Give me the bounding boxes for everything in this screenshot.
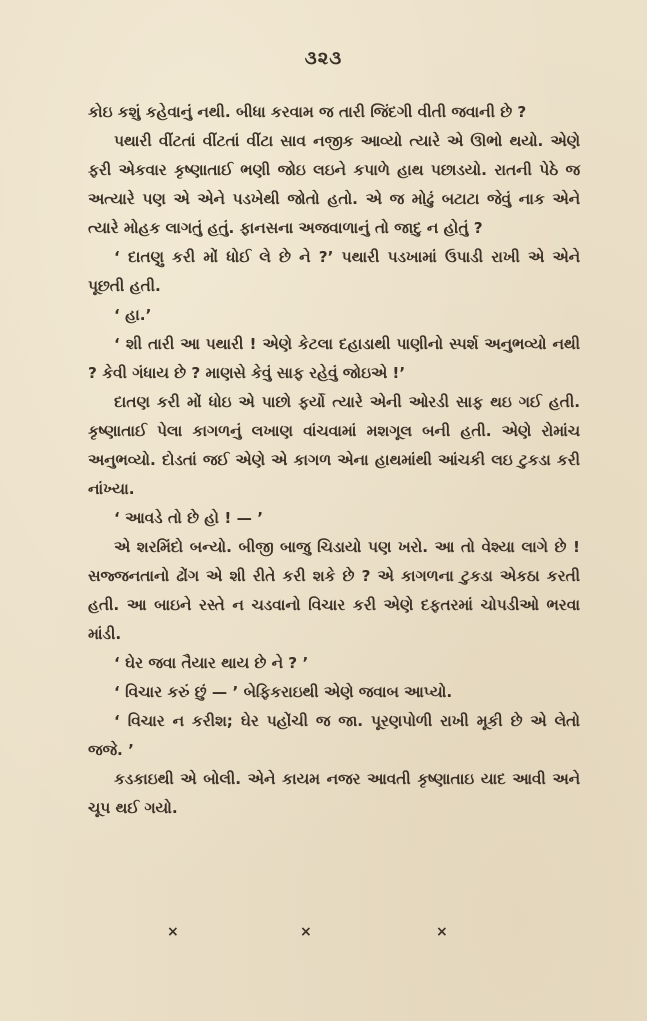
- paragraph: ‘ વિચાર કરું છું — ’ બેફિકરાઇથી એણે જવાબ આપ્યો.: [114, 683, 453, 701]
- paragraph: ‘ વિચાર ન કરીશ; ઘેર પહોંચી જ જા. પૂરણપોળી રાખી મૂકી છે એ લેતો જજે. ’: [88, 712, 580, 759]
- paragraph: ‘ આવડે તો છે હો ! — ’: [114, 509, 264, 527]
- paragraph: ‘ ઘેર જવા તૈયાર થાય છે ને ? ’: [114, 654, 309, 672]
- body-text: [88, 98, 580, 823]
- separator-mark: ×: [300, 924, 312, 940]
- paragraph: પથારી વીંટતાં વીંટતાં વીંટા સાવ નજીક આવ્યો ત્યારે એ ઊભો થયો. એણે ફરી એકવાર કૃષ્ણાતાઈ ભણી જોઇ લઇને કપાળે હાથ પછાડયો. રાતની પેઠે જ અત્યારે પણ એ એને પડખેથી જોતો હતો. એ જ મોઢું બટાટા જેવું નાક એને ત્યારે મોહક લાગતું હતું. ફાનસના અજવાળાનું તો જાદુ ન હોતું ?: [88, 132, 580, 237]
- paragraph: ‘ હા.’: [114, 306, 152, 324]
- separator-mark: ×: [167, 924, 179, 940]
- paragraph: ‘ શી તારી આ પથારી ! એણે કેટલા દહાડાથી પાણીનો સ્પર્શ અનુભવ્યો નથી ? કેવી ગંધાય છે ? માણસે કેવું સાફ રહેવું જોઇએ !’: [88, 335, 580, 382]
- paragraph: ‘ દાતણુ કરી મોં ધોઈ લે છે ને ?’ પથારી પડખામાં ઉપાડી રાખી એ એને પૂછતી હતી.: [88, 248, 580, 295]
- separator-mark: ×: [436, 924, 448, 940]
- paragraph: દાતણ કરી મોં ધોઇ એ પાછો ફર્યો ત્યારે એની ઓરડી સાફ થઇ ગઈ હતી. કૃષ્ણાતાઈ પેલા કાગળનું લખાણ વાંચવામાં મશગૂલ બની હતી. એણે રોમાંચ અનુભવ્યો. દોડતાં જઈ એણે એ કાગળ એના હાથમાંથી આંચકી લઇ ટુકડા કરી નાંખ્યા.: [88, 393, 580, 498]
- paragraph: કડકાઇથી એ બોલી. એને કાયમ નજર આવતી કૃષ્ણાતાઇ યાદ આવી અને ચૂપ થઈ ગયો.: [88, 770, 580, 817]
- paragraph: કોઇ કશું કહેવાનું નથી. બીધા કરવામ જ તારી જિંદગી વીતી જવાની છે ?: [88, 103, 527, 121]
- page-number: ૩૨૩: [304, 48, 343, 69]
- paragraph: એ શરમિંદો બન્યો. બીજી બાજુ ચિડાયો પણ ખરો. આ તો વેશ્યા લાગે છે ! સજ્જનતાનો ઢોંગ એ શી રીતે કરી શકે છે ? એ કાગળના ટુકડા એકઠા કરતી હતી. આ બાઇને રસ્તે ન ચડવાનો વિચાર કરી એણે દફતરમાં ચોપડીઓ ભરવા માંડી.: [88, 538, 580, 643]
- section-separator: [0, 924, 647, 944]
